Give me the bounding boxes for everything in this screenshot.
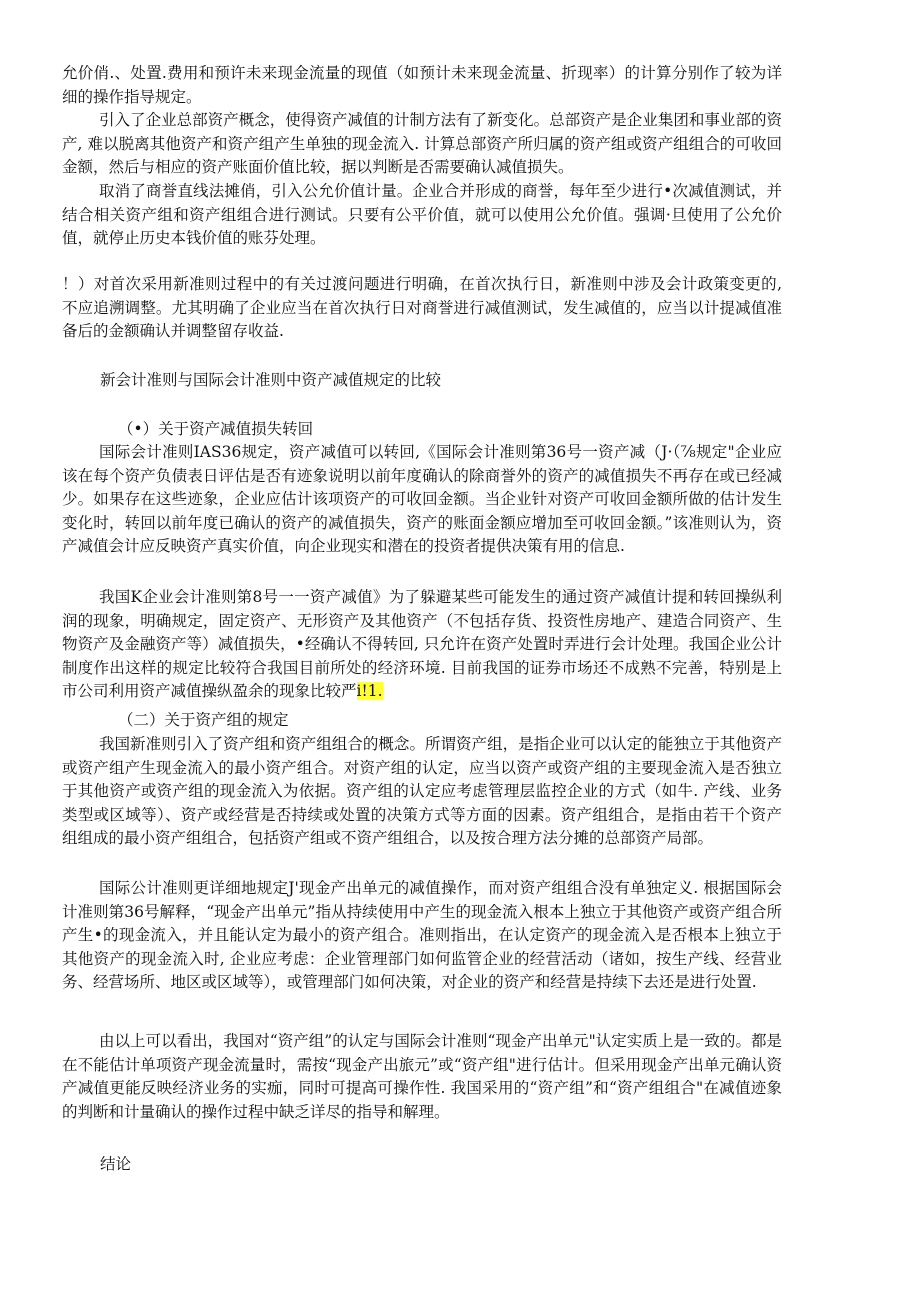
subheading-asset-group: （二）关于资产组的规定 [118, 711, 289, 729]
section-heading-comparison: 新会计准则与国际会计准则中资产减值规定的比较 [100, 371, 442, 389]
subheading-reversal: （•）关于资产减值损失转回 [118, 420, 314, 438]
paragraph-transition: ！）对首次采用新准则过程中的有关过渡问题进行明确，在首次执行日，新准则中涉及会计政策变更的, 不应追溯调整。尤其明确了企业应当在首次执行日对商誉进行减值测试，发生减值的，应当以计提减值准备后的金额确认并调整留存收益. [62, 275, 782, 340]
paragraph-conclusion-comparison: 由以上可以看出，我国对“资产组”的认定与国际会计准则“现金产出单元"认定实质上是一致的。都是在不能估计单项资产现金流量时，需按“现金产出旅元”或“资产组"进行估计。但采用现金产出单元确认资产减值更能反映经济业务的实痂，同时可提高可操作性. 我国采用的“资产组”和“资产组组合"在减值迹象的判断和计量确认的操作过程中缺乏详尽的指导和解理。 [62, 1032, 782, 1121]
highlighted-text: i!1. [356, 682, 383, 700]
paragraph-valuation: 允价俏.、处置.费用和预许未来现金流量的现值（如预计未来现金流量、折现率）的计算分别作了较为详细的操作指导规定。 [62, 64, 782, 106]
paragraph-ias36: 国际会计准则IAS36规定，资产减值可以转回,《国际会计准则第36号一资产减（J·（⅞规定"企业应该在每个资产负债表日评估是否有迹象说明以前年度确认的除商誉外的资产的减值损失不再存在或已经减少。如果存在这些迹象，企业应估计该项资产的可收回金额。当企业针对资产可收回金额所做的估计发生变化时，转回以前年度已确认的资产的减值损失，资产的账面金额应增加至可收回金额。”该准则认为，资产减值会计应反映资产真实价值，向企业现实和潜在的投资者提供决策有用的信息. [62, 443, 782, 555]
section-heading-conclusion: 结论 [100, 1155, 132, 1173]
paragraph-china-standard-8-text: 我国K企业会计准则第8号一一资产减值》为了躲避某些可能发生的通过资产减值计提和转回操纵利润的现象，明确规定，固定资产、无形资产及其他资产（不包括存货、投资性房地产、建造合同资产、生物资产及金融资产等）减值损失，•经确认不得转回, 只允许在资产处置时弄进行会计处理。我国企业公计制度作出这样的规定比较符合我国目前所处的经济环境. 目前我国的证券市场还不成熟不完善，特别是上市公司利用资产减值操纵盈余的现象比较严 [62, 588, 782, 700]
paragraph-china-standard-8 [62, 586, 782, 704]
paragraph-headquarters-assets: 引入了企业总部资产概念，使得资产减值的计制方法有了新变化。总部资产是企业集团和事业部的资产, 难以脱离其他资产和资产组产生单独的现金流入. 计算总部资产所归属的资产组或资产组组合的可收回金额，然后与相应的资产账面价值比较，据以判断是否需要确认减值损失。 [62, 111, 782, 176]
paragraph-goodwill: 取消了商誉直线法摊俏，引入公允价值计量。企业合并形成的商誉，每年至少进行•次减值测试，并结合相关资产组和资产组组合进行测试。只要有公平价值，就可以使用公允价值。强调·旦使用了公允价值，就停止历史本钱价值的账芬处理。 [62, 182, 782, 247]
paragraph-asset-group-definition: 我国新准则引入了资产组和资产组组合的概念。所谓资产组，是指企业可以认定的能独立于其他资产或资产组产生现金流入的最小资产组合。对资产组的认定，应当以资产或资产组的主要现金流入是否独立于其他资产或资产组的现金流入为依据。资产组的认定应考虑管理层监控企业的方式（如牛. 产线、业务类型或区域等）、资产或经营是否持续或处置的决策方式等方面的因素。资产组组合，是指由若干个资产组组成的最小资产组组合，包括资产组或不资产组组合，以及按合理方法分摊的总部资产局部。 [62, 735, 782, 847]
paragraph-cash-generating-unit: 国际公计准则更详细地规定J'现金产出单元的减值操作，而对资产组组合没有单独定义. 根据国际会计准则第36号解释，“现金产出单元”指从持续使用中产生的现金流入根本上独立于其他资产或资产组合所产生•的现金流入，并且能认定为最小的资产组合。准则指出，在认定资产的现金流入是否根本上独立于其他资产的现金流入时, 企业应考虑：企业管理部门如何监管企业的经营活动（诸如，按生产线、经营业务、经营场所、地区或区域等），或管理部门如何决策，对企业的资产和经营是持续下去还是进行处置. [62, 879, 782, 991]
